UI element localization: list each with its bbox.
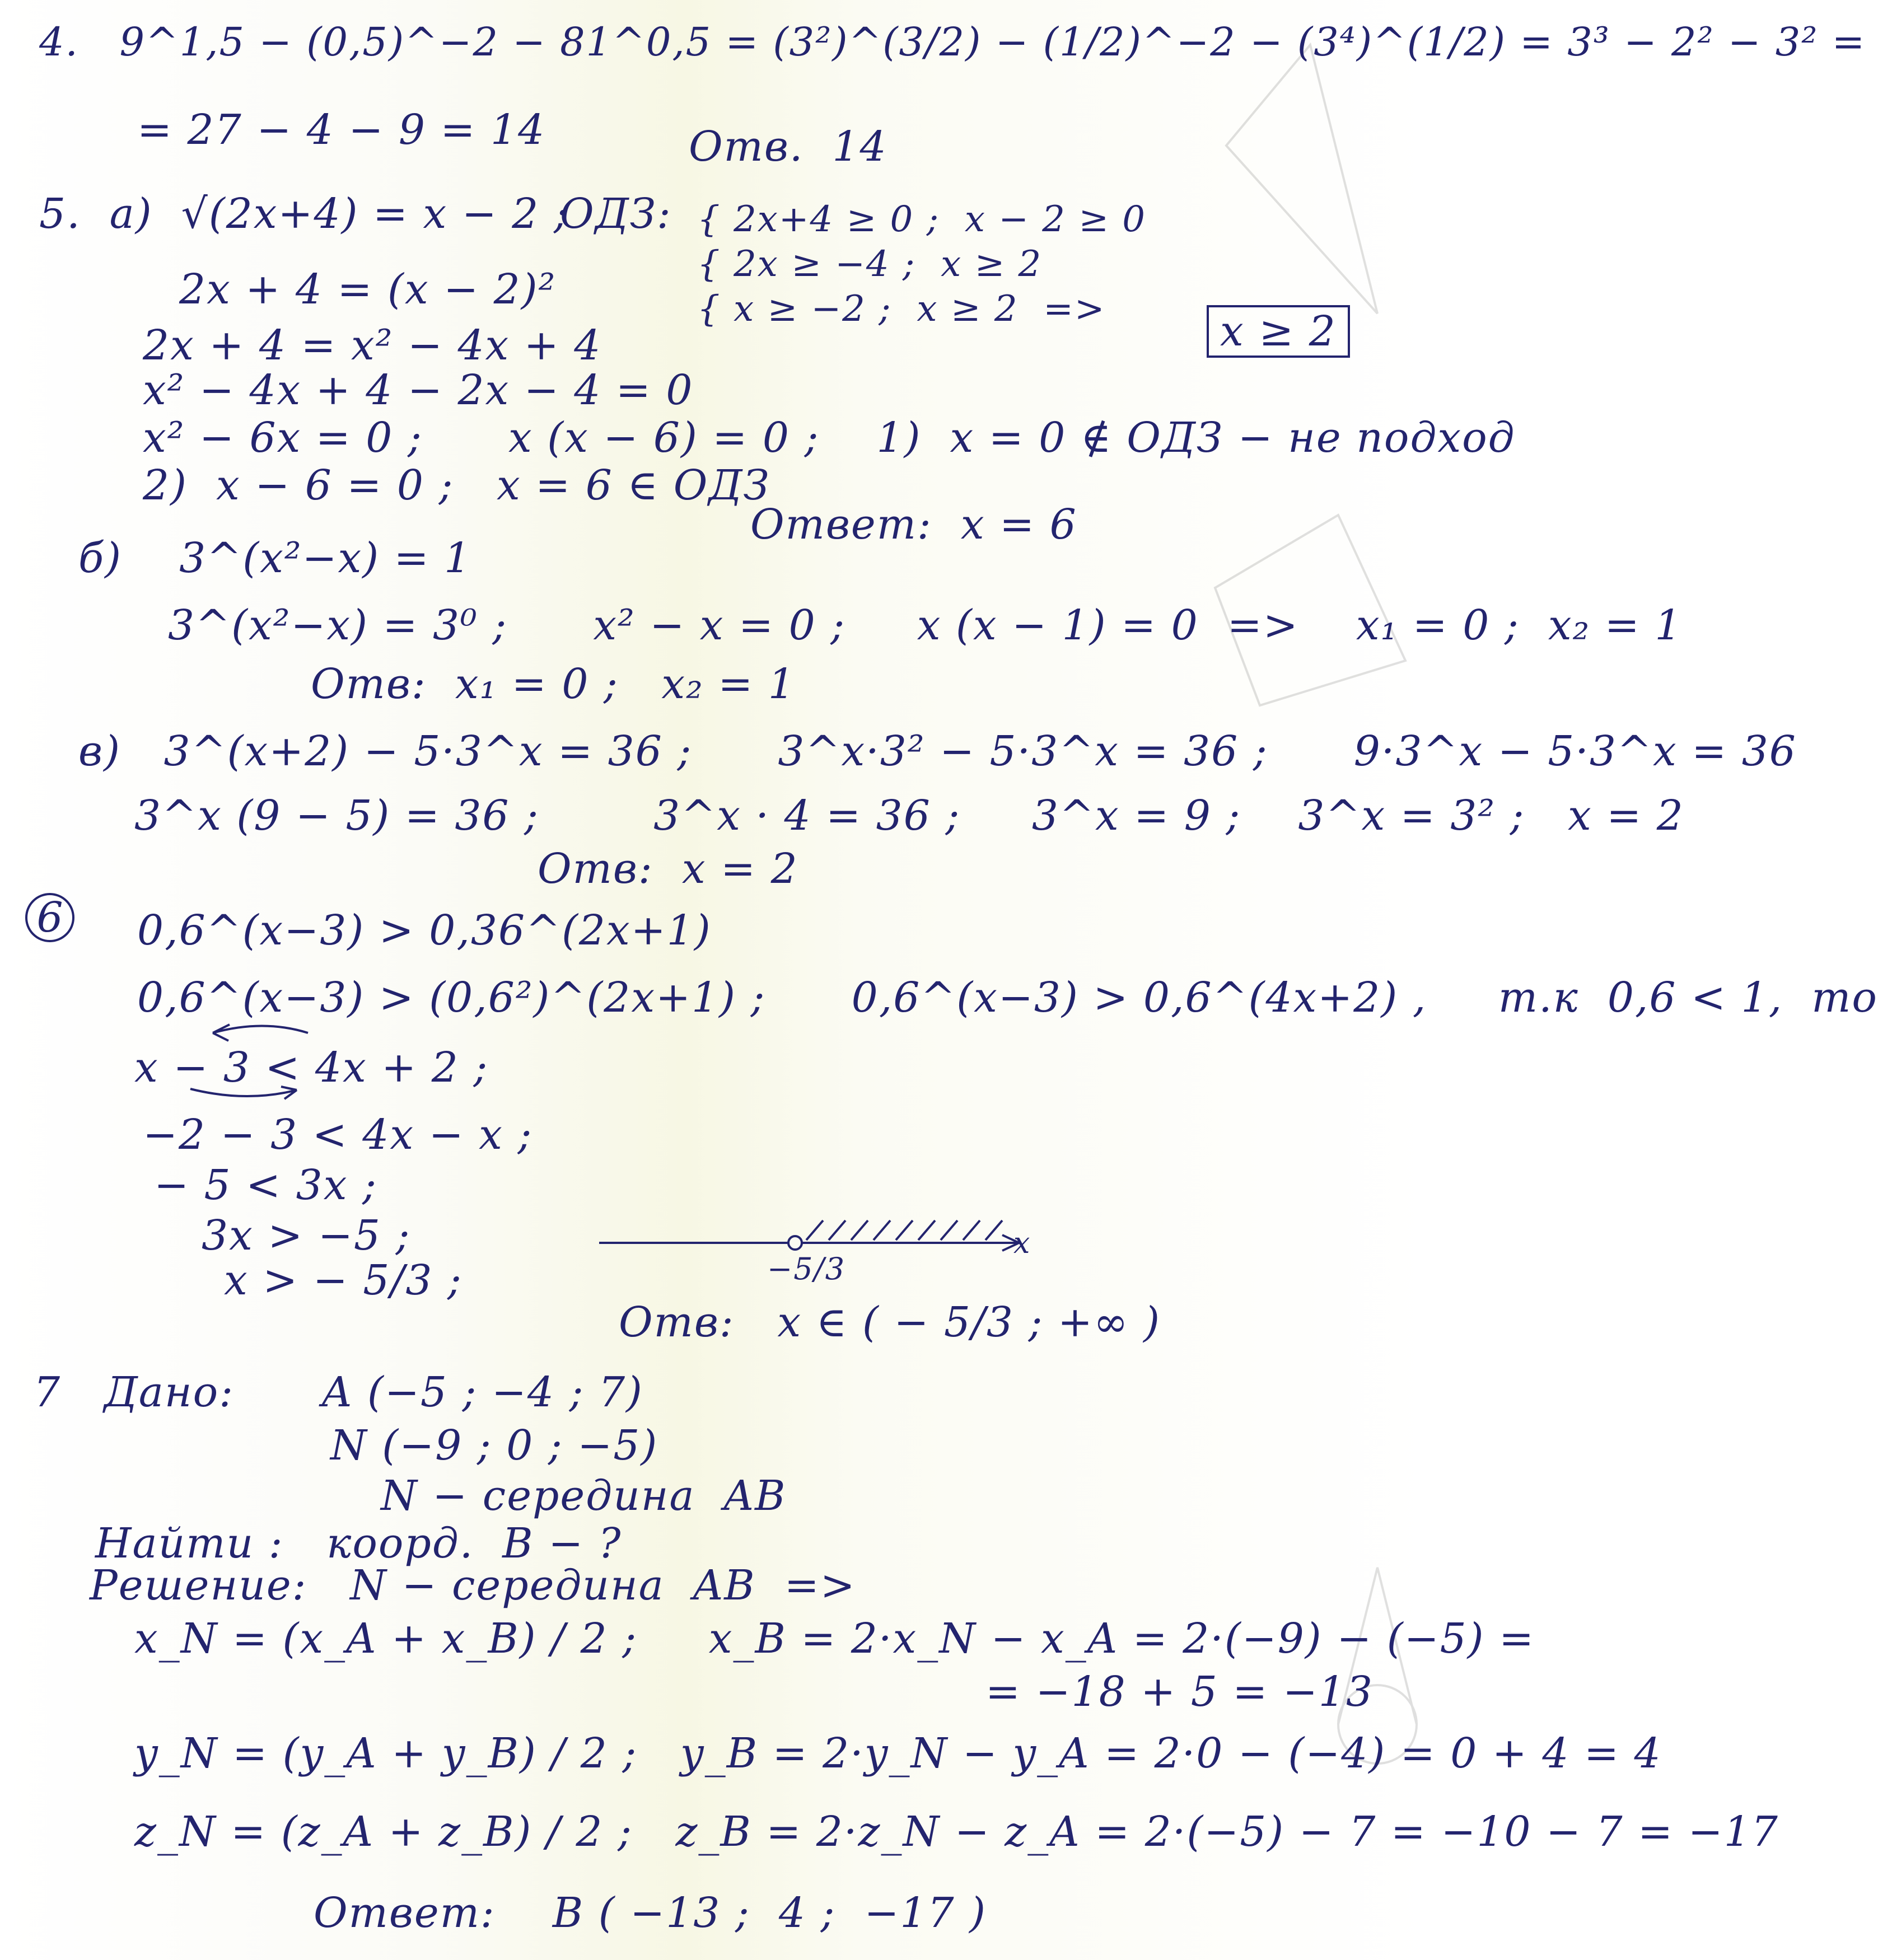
odz-system-3: { x ≥ −2 ; x ≥ 2 =>	[697, 288, 1106, 330]
number-line-axis-label: x	[1013, 1227, 1031, 1260]
problem5c-line1: в) 3^(x+2) − 5·3^x = 36 ; 3^x·3² − 5·3^x = 36 ; 9·3^x − 5·3^x = 36	[78, 727, 1797, 775]
problem5c-line2: 3^x (9 − 5) = 36 ; 3^x · 4 = 36 ; 3^x = 9 ; 3^x = 3² ; x = 2	[134, 792, 1684, 840]
problem6-line2: 0,6^(x−3) > (0,6²)^(2x+1) ; 0,6^(x−3) > 0,6^(4x+2) , т.к 0,6 < 1, то	[137, 974, 1878, 1022]
problem4-line1: 4. 9^1,5 − (0,5)^−2 − 81^0,5 = (3²)^(3/2) − (1/2)^−2 − (3⁴)^(1/2) = 3³ − 2² − 3² =	[39, 19, 1866, 65]
problem7-xn-result: = −18 + 5 = −13	[985, 1668, 1374, 1716]
odz-system-2: { 2x ≥ −4 ; x ≥ 2	[697, 244, 1043, 285]
problem5b-answer: Отв: x₁ = 0 ; x₂ = 1	[311, 660, 796, 708]
problem7-solution: Решение: N − середина AB =>	[90, 1561, 856, 1610]
problem7-find: Найти : коорд. B − ?	[95, 1519, 622, 1568]
problem7-yn: y_N = (y_A + y_B) / 2 ; y_B = 2·y_N − y_A = 2·0 − (−4) = 0 + 4 = 4	[134, 1729, 1662, 1777]
problem5a-step4: x² − 6x = 0 ; x (x − 6) = 0 ; 1) x = 0 ∉ ОДЗ − не подход	[143, 414, 1516, 462]
problem5a-step5: 2) x − 6 = 0 ; x = 6 ∈ ОДЗ	[143, 461, 770, 509]
problem5a-step2: 2x + 4 = x² − 4x + 4	[143, 321, 602, 369]
problem7-point-n: N (−9 ; 0 ; −5)	[330, 1421, 658, 1470]
problem7-xn: x_N = (x_A + x_B) / 2 ; x_B = 2·x_N − x_A = 2·(−9) − (−5) =	[134, 1615, 1535, 1663]
problem6-line6: 3x > −5 ;	[202, 1211, 411, 1260]
problem6-line1: 0,6^(x−3) > 0,36^(2x+1)	[137, 906, 712, 955]
problem6-answer: Отв: x ∈ ( − 5/3 ; +∞ )	[619, 1298, 1161, 1346]
odz-result-box: x ≥ 2	[1207, 305, 1350, 358]
problem4-answer: Отв. 14	[689, 123, 887, 171]
problem5a-step3: x² − 4x + 4 − 2x − 4 = 0	[143, 366, 694, 414]
problem6-number-circled: 6	[25, 893, 74, 942]
problem7-given-label: 7 Дано:	[34, 1368, 235, 1416]
problem5b-line1: б) 3^(x²−x) = 1	[78, 534, 472, 582]
problem5a-answer: Ответ: x = 6	[750, 500, 1077, 549]
problem5b-line2: 3^(x²−x) = 3⁰ ; x² − x = 0 ; x (x − 1) = 0 => x₁ = 0 ; x₂ = 1	[168, 601, 1683, 649]
odz-system-1: { 2x+4 ≥ 0 ; x − 2 ≥ 0	[697, 199, 1146, 240]
problem4-line2: = 27 − 4 − 9 = 14	[137, 106, 546, 154]
problem5a-line1: 5. а) √(2x+4) = x − 2 ;	[39, 190, 569, 238]
problem6-line3: x − 3 < 4x + 2 ;	[134, 1044, 489, 1092]
problem6-line4: −2 − 3 < 4x − x ;	[143, 1111, 533, 1159]
problem5c-answer: Отв: x = 2	[538, 845, 798, 893]
problem7-zn: z_N = (z_A + z_B) / 2 ; z_B = 2·z_N − z_A = 2·(−5) − 7 = −10 − 7 = −17	[134, 1808, 1779, 1856]
problem7-answer: Ответ: B ( −13 ; 4 ; −17 )	[314, 1889, 987, 1937]
problem5a-step1: 2x + 4 = (x − 2)²	[179, 265, 557, 314]
problem6-line5: − 5 < 3x ;	[154, 1161, 377, 1209]
problem7-point-a: A (−5 ; −4 ; 7)	[322, 1368, 643, 1416]
arrow-right-mark	[185, 1083, 308, 1106]
arrow-left-mark	[202, 1016, 314, 1044]
problem7-condition: N − середина AB	[381, 1472, 787, 1520]
number-line-point: −5/3	[767, 1251, 846, 1287]
odz-label: ОДЗ:	[560, 190, 672, 238]
problem6-line7: x > − 5/3 ;	[224, 1256, 463, 1304]
